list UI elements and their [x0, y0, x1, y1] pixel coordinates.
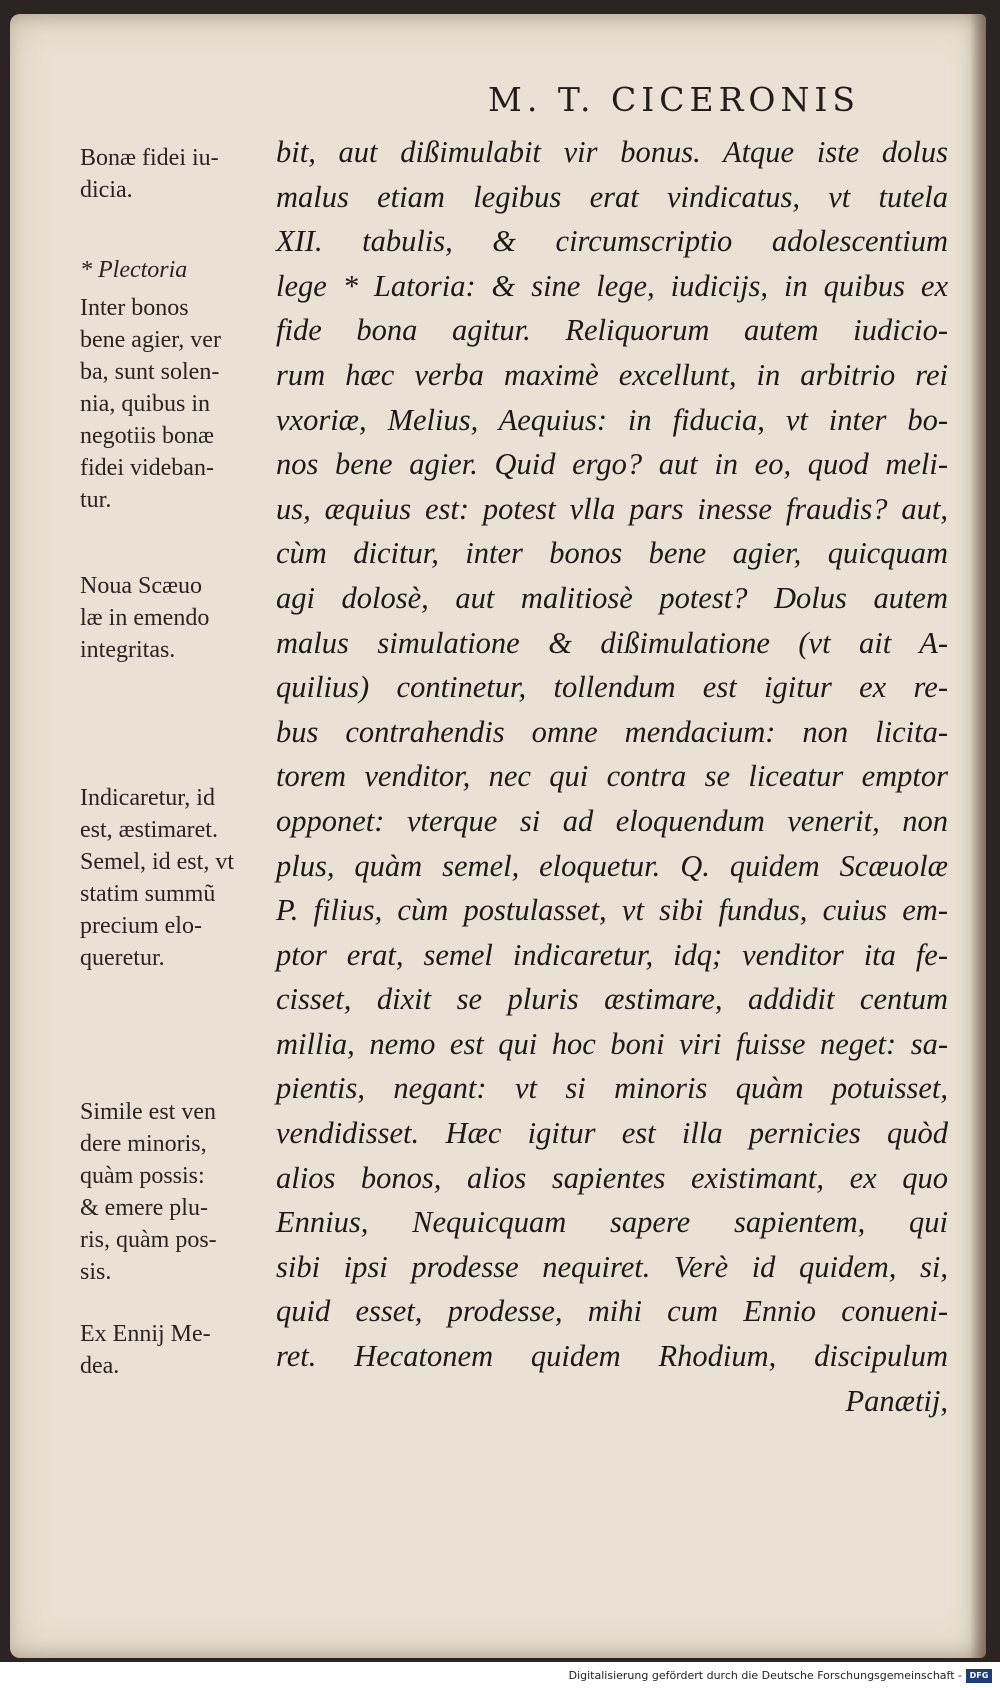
text-line: opponet: vterque si ad eloquendum venerit, non	[276, 803, 948, 838]
text-line: cisset, dixit se pluris æstimare, addidit centum	[276, 982, 948, 1017]
footer-bar	[0, 1666, 1000, 1690]
text-line: fide bona agitur. Reliquorum autem iudicio-	[276, 313, 948, 348]
text-line: malus etiam legibus erat vindicatus, vt tutela	[276, 179, 948, 214]
text-line: sibi ipsi prodesse nequiret. Verè id quidem, si,	[276, 1249, 948, 1284]
text-line: ptor erat, semel indicaretur, idq; venditor ita fe-	[276, 937, 948, 972]
text-line: XII. tabulis, & circumscriptio adolescentium	[276, 224, 948, 259]
text-line: torem venditor, nec qui contra se liceatur emptor	[276, 759, 948, 794]
margin-note-line: nia, quibus in	[80, 391, 210, 417]
margin-note-line: tur.	[80, 487, 112, 513]
margin-note-line: Inter bonos	[80, 295, 189, 321]
margin-note-line: Indicaretur, id	[80, 785, 215, 811]
margin-note-line: & emere plu-	[80, 1195, 208, 1221]
text-line: rum hæc verba maximè excellunt, in arbitrio rei	[276, 357, 948, 392]
margin-note-line: statim summũ	[80, 881, 216, 907]
margin-note-line: precium elo-	[80, 913, 202, 939]
text-line: malus simulatione & dißimulatione (vt ait A-	[276, 625, 948, 660]
text-line: us, æquius est: potest vlla pars inesse fraudis? aut,	[276, 491, 948, 526]
margin-note-noua-scaeuolae	[80, 570, 280, 666]
text-line: bus contrahendis omne mendacium: non licita-	[276, 714, 948, 749]
margin-note-bonae-fidei	[80, 142, 280, 206]
text-line: Ennius, Nequicquam sapere sapientem, qui	[276, 1205, 948, 1240]
main-text-block	[276, 130, 948, 1423]
margin-note-line: ba, sunt solen-	[80, 359, 220, 385]
text-line: plus, quàm semel, eloquetur. Q. quidem Scæuolæ	[276, 848, 948, 883]
text-line: lege * Latoria: & sine lege, iudicijs, in quibus ex	[276, 268, 948, 303]
margin-note-plectoria	[80, 254, 280, 286]
text-line: alios bonos, alios sapientes existimant, ex quo	[276, 1160, 948, 1195]
text-line: Panætij,	[845, 1383, 948, 1418]
text-line: bit, aut dißimulabit vir bonus. Atque iste dolus	[276, 135, 948, 169]
text-line: quilius) continetur, tollendum est igitur ex re-	[276, 670, 948, 705]
text-line: quid esset, prodesse, mihi cum Ennio conueni-	[276, 1294, 948, 1329]
margin-note-indicaretur	[80, 782, 280, 974]
margin-note-line: dicia.	[80, 177, 133, 203]
margin-note-simile-est	[80, 1096, 280, 1288]
margin-note-line: læ in emendo	[80, 605, 210, 631]
margin-note-line: dere minoris,	[80, 1131, 207, 1157]
margin-note-line: quàm possis:	[80, 1163, 205, 1189]
text-line: vendidisset. Hæc igitur est illa pernicies quòd	[276, 1116, 948, 1151]
margin-note-line: Semel, id est, vt	[80, 849, 234, 875]
text-line: millia, nemo est qui hoc boni viri fuisse neget: sa-	[276, 1026, 948, 1061]
running-head: M. T. CICERONIS	[488, 80, 860, 119]
margin-note-line: dea.	[80, 1353, 120, 1379]
margin-note-inter-bonos	[80, 292, 280, 516]
text-line: cùm dicitur, inter bonos bene agier, quicquam	[276, 536, 948, 571]
margin-note-line: negotiis bonæ	[80, 423, 215, 449]
margin-note-line: Bonæ fidei iu-	[80, 145, 219, 171]
text-line: nos bene agier. Quid ergo? aut in eo, quod meli-	[276, 447, 948, 482]
text-line: P. filius, cùm postulasset, vt sibi fundus, cuius em-	[276, 893, 948, 928]
margin-note-line: ris, quàm pos-	[80, 1227, 217, 1253]
margin-note-line: integritas.	[80, 637, 176, 663]
margin-note-line: est, æstimaret.	[80, 817, 218, 843]
margin-note-line: bene agier, ver	[80, 327, 221, 353]
dfg-logo-icon: DFG	[966, 1669, 992, 1683]
margin-note-line: fidei videban-	[80, 455, 214, 481]
text-line: agi dolosè, aut malitiosè potest? Dolus autem	[276, 580, 948, 615]
text-line: ret. Hecatonem quidem Rhodium, discipulum	[276, 1339, 948, 1374]
text-line: vxoriæ, Melius, Aequius: in fiducia, vt inter bo-	[276, 402, 948, 437]
text-line: pientis, negant: vt si minoris quàm potuisset,	[276, 1071, 948, 1106]
page-edge	[970, 14, 986, 1658]
margin-note-ex-ennij	[80, 1318, 280, 1382]
margin-note-line: sis.	[80, 1259, 112, 1285]
margin-note-line: queretur.	[80, 945, 165, 971]
digitization-credit: Digitalisierung gefördert durch die Deutsche Forschungsgemeinschaft -	[568, 1669, 962, 1682]
margin-note-line: * Plectoria	[80, 257, 188, 283]
margin-note-line: Ex Ennij Me-	[80, 1321, 211, 1347]
margin-note-line: Simile est ven	[80, 1099, 216, 1125]
margin-note-line: Noua Scæuo	[80, 573, 202, 599]
